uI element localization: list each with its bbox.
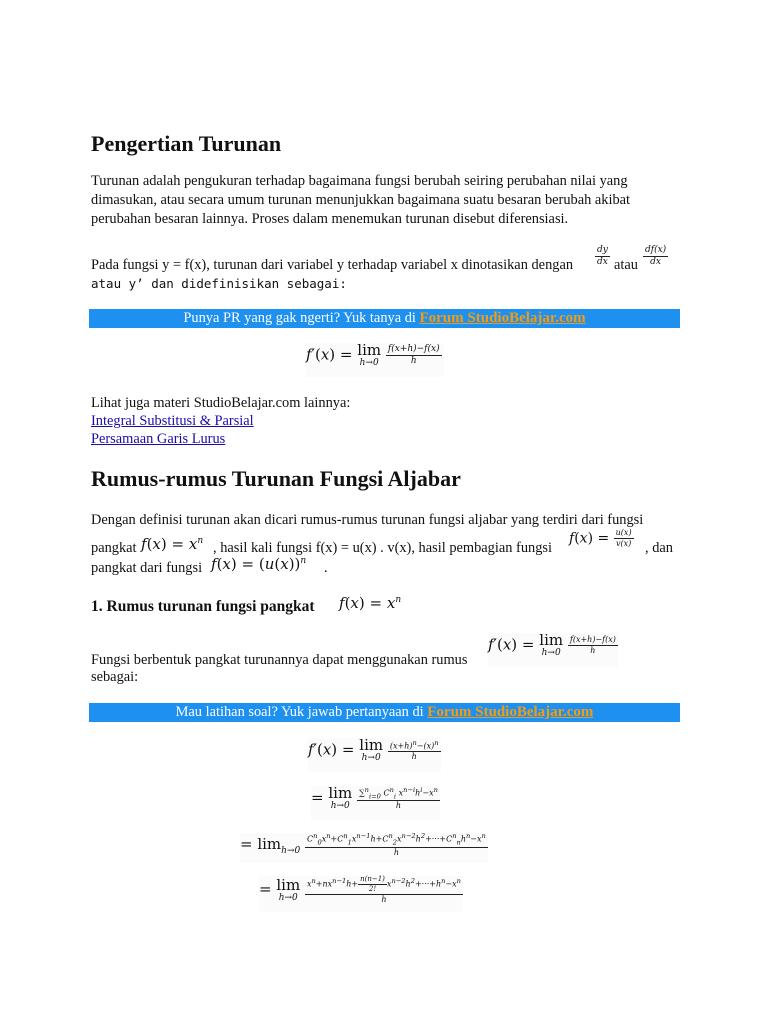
derivation-step-4: = lim h→0 $x^n+nx^{n-1}h+$ $\frac{n(n-1)}{2!}$ $x^{n-2}h^2+\cdot\cdot\cdot+h^n-x^n$ h [259,876,463,912]
derivative-definition-formula: f′(x) = lim h→0 $\frac{f(x+h)-f(x)}{h}$ [306,343,444,377]
rumus-text-pangkat-fungsi: pangkat dari fungsi [91,560,203,576]
section-title-pengertian: Pengertian Turunan [91,131,282,156]
notation-text: Pada fungsi y = f(x), turunan dari variabel y terhadap variabel x dinotasikan dengan [91,257,574,273]
subsection-power-formula: $f(x) = x^n$ [339,594,402,612]
dy-dx-notation: $\frac{dy}{dx}$ [597,245,608,267]
quotient-function-formula: f(x) = $\frac{u(x)}{v(x)}$ [569,528,632,548]
subsection-title-text: 1. Rumus turunan fungsi pangkat [91,598,315,615]
banner-1-forum-link[interactable]: Forum StudioBelajar.com [419,310,586,326]
link-integral-substitusi[interactable]: Integral Substitusi & Parsial [91,413,254,429]
related-intro: Lihat juga materi StudioBelajar.com lainnya: [91,395,351,411]
rumus-text-period: . [324,560,328,576]
derivation-step-3: = $\lim_{h\to 0}$ $\frac{C^n_0x^n+C^n_1x^{n-1}h+C^n_2x^{n-2}h^2+\cdot\cdot\cdot+C^n_nh^n-x^n}{h}$ [240,833,488,863]
subsection-text-line1: Fungsi berbentuk pangkat turunannya dapat menggunakan rumus [91,652,468,668]
paragraph-notation [91,244,691,290]
subsection-text-line2: sebagai: [91,669,139,685]
dfx-dx-notation: $\frac{df(x)}{dx}$ [645,245,667,267]
notation-text-line2: atau y’ dan didefinisikan sebagai: [91,276,347,291]
section-title-rumus: Rumus-rumus Turunan Fungsi Aljabar [91,466,461,491]
paragraph-rumus-intro: Dengan definisi turunan akan dicari rumus-rumus turunan fungsi aljabar yang terdiri dari fungsi [91,512,644,528]
derivation-step-2: = lim h→0 $\frac{\sum^n_{i=0} C^n_i x^{n-i}h^i-x^n}{h}$ [311,786,440,820]
rumus-text-hasil: , hasil kali fungsi f(x) = u(x) . v(x), hasil pembagian fungsi [213,540,553,556]
rumus-text-dan: , dan [645,540,673,556]
power-function-formula: $f(x) = x^n$ [141,535,204,553]
paragraph-definition: Turunan adalah pengukuran terhadap bagaimana fungsi berubah seiring perubahan nilai yang dimasukan, atau secara umum turunan menunjukkan bagaimana suatu besaran berubah akibat perubahan besaran lainnya. Proses dalam menemukan turunan disebut diferensiasi. [91,173,631,227]
banner-2-forum-link[interactable]: Forum StudioBelajar.com [427,704,594,720]
notation-or: atau [614,257,638,273]
derivation-step-1: f′(x) = lim h→0 $\frac{(x+h)^n-(x)^n}{h}$ [308,738,441,772]
link-persamaan-garis-lurus[interactable]: Persamaan Garis Lurus [91,431,226,447]
subsection-title-pangkat [91,594,491,620]
forum-banner-2 [89,703,680,722]
forum-banner-1 [89,309,680,328]
rumus-text-pangkat: pangkat [91,540,137,556]
power-of-function-formula: $f(x) = (u(x))^n$ [211,555,307,573]
banner-2-text: Mau latihan soal? Yuk jawab pertanyaan di [175,704,428,720]
paragraph-rumus-functions [91,529,691,581]
subsection-derivative-formula: f′(x) = lim h→0 $\frac{f(x+h)-f(x)}{h}$ [488,633,618,667]
banner-1-text: Punya PR yang gak ngerti? Yuk tanya di [183,310,420,326]
